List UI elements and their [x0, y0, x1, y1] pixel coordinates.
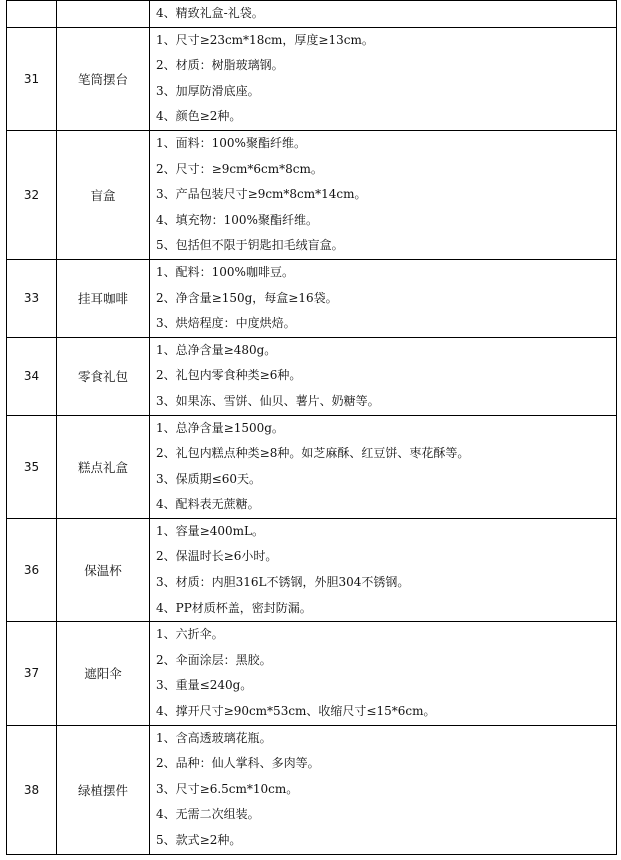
- table-row: [7, 259, 617, 337]
- spec-line: 5、款式≥2种。: [156, 833, 242, 847]
- item-specs: [150, 337, 617, 415]
- spec-line: 4、配料表无蔗糖。: [156, 497, 260, 512]
- spec-line: 2、保温时长≥6小时。: [156, 549, 278, 564]
- item-number: 32: [7, 130, 57, 259]
- item-specs: [150, 518, 617, 621]
- spec-line: 1、六折伞。: [156, 627, 224, 642]
- item-number: 33: [7, 259, 57, 337]
- item-name: 绿植摆件: [57, 725, 150, 854]
- item-number: 34: [7, 337, 57, 415]
- item-specs: [150, 1, 617, 28]
- item-number: 38: [7, 725, 57, 854]
- item-name: [57, 1, 150, 28]
- item-name: 零食礼包: [57, 337, 150, 415]
- spec-line: 2、礼包内糕点种类≥8种。如芝麻酥、红豆饼、枣花酥等。: [156, 446, 470, 461]
- spec-line: 1、总净含量≥480g。: [156, 342, 277, 357]
- spec-line: 3、保质期≤60天。: [156, 471, 261, 486]
- spec-table-body: [7, 1, 617, 855]
- item-specs: [150, 130, 617, 259]
- spec-line: 1、总净含量≥1500g。: [156, 420, 284, 435]
- spec-line: 1、配料：100%咖啡豆。: [156, 264, 294, 279]
- spec-line: 1、面料：100%聚酯纤维。: [156, 135, 306, 150]
- spec-line: 3、产品包装尺寸≥9cm*8cm*14cm。: [156, 187, 367, 202]
- item-name: 遮阳伞: [57, 622, 150, 725]
- item-number: 35: [7, 415, 57, 518]
- table-row: [7, 622, 617, 725]
- table-row: [7, 130, 617, 259]
- table-row: [7, 518, 617, 621]
- spec-line: 2、礼包内零食种类≥6种。: [156, 368, 302, 383]
- spec-line: 3、如果冻、雪饼、仙贝、薯片、奶糖等。: [156, 393, 380, 408]
- table-row: [7, 337, 617, 415]
- spec-line: 4、填充物：100%聚酯纤维。: [156, 212, 318, 227]
- spec-line: 2、材质：树脂玻璃钢。: [156, 58, 284, 73]
- spec-line: 4、撑开尺寸≥90cm*53cm、收缩尺寸≤15*6cm。: [156, 704, 436, 719]
- spec-line: 1、含高透玻璃花瓶。: [156, 730, 272, 745]
- table-row: [7, 415, 617, 518]
- spec-line: 2、品种：仙人掌科、多肉等。: [156, 756, 320, 771]
- spec-line: 3、材质：内胆316L不锈钢，外胆304不锈钢。: [156, 575, 410, 590]
- spec-line: 4、PP材质杯盖，密封防漏。: [156, 600, 312, 615]
- spec-line: 3、加厚防滑底座。: [156, 83, 260, 98]
- item-specs: [150, 415, 617, 518]
- spec-table: [6, 0, 617, 855]
- table-row: [7, 27, 617, 130]
- item-name: 保温杯: [57, 518, 150, 621]
- item-specs: [150, 259, 617, 337]
- item-number: 36: [7, 518, 57, 621]
- item-number: 37: [7, 622, 57, 725]
- spec-line: 1、容量≥400mL。: [156, 523, 264, 538]
- spec-line: 2、尺寸：≥9cm*6cm*8cm。: [156, 161, 323, 176]
- table-row: [7, 725, 617, 854]
- item-specs: [150, 622, 617, 725]
- spec-line: 3、烘焙程度：中度烘焙。: [156, 316, 296, 331]
- item-name: 糕点礼盒: [57, 415, 150, 518]
- table-row: [7, 1, 617, 28]
- item-number: [7, 1, 57, 28]
- spec-line: 5、包括但不限于钥匙扣毛绒盲盒。: [156, 238, 344, 253]
- item-name: 盲盒: [57, 130, 150, 259]
- spec-line: 4、精致礼盒-礼袋。: [156, 6, 264, 20]
- item-number: 31: [7, 27, 57, 130]
- spec-line: 4、颜色≥2种。: [156, 109, 242, 124]
- spec-line: 2、净含量≥150g，每盒≥16袋。: [156, 290, 338, 305]
- spec-line: 3、重量≤240g。: [156, 678, 253, 693]
- spec-line: 3、尺寸≥6.5cm*10cm。: [156, 781, 299, 796]
- item-name: 挂耳咖啡: [57, 259, 150, 337]
- spec-line: 4、无需二次组装。: [156, 807, 260, 822]
- item-specs: [150, 725, 617, 854]
- item-specs: [150, 27, 617, 130]
- item-name: 笔筒摆台: [57, 27, 150, 130]
- spec-line: 1、尺寸≥23cm*18cm，厚度≥13cm。: [156, 32, 374, 47]
- spec-line: 2、伞面涂层：黑胶。: [156, 652, 272, 667]
